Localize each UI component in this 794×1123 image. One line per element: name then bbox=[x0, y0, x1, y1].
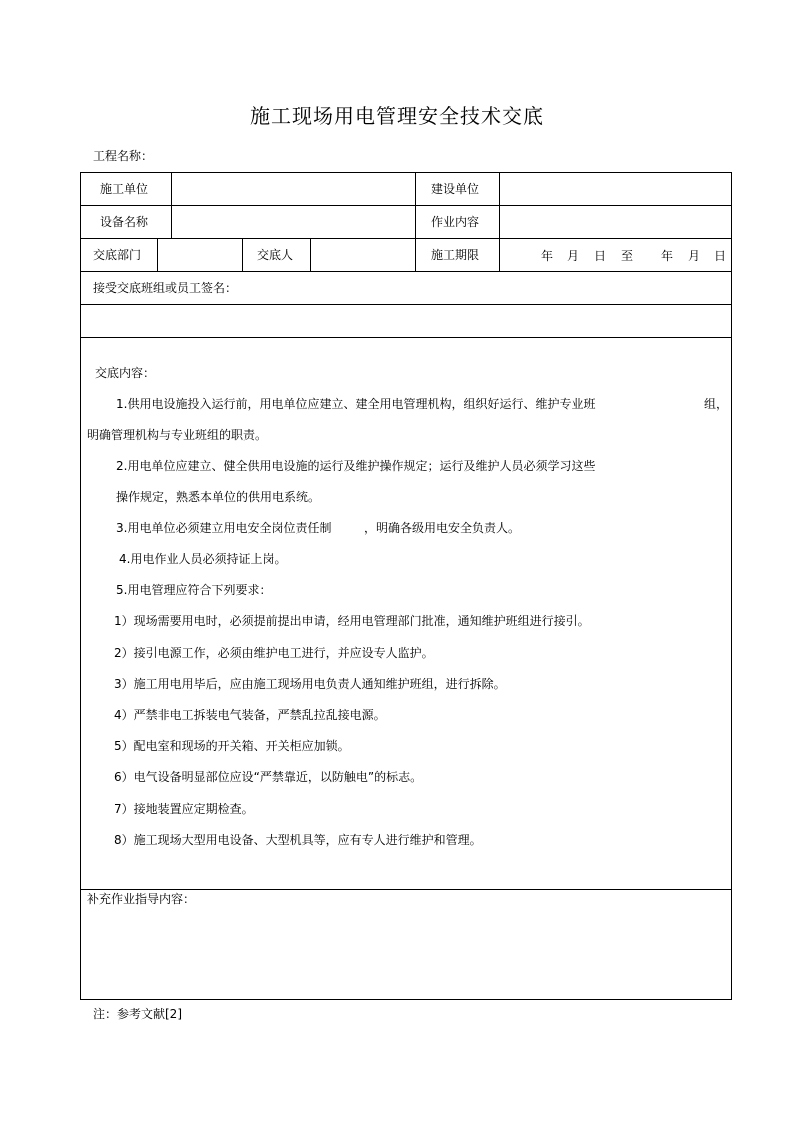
period-to: 至 bbox=[621, 249, 634, 263]
content-sub5: 5）配电室和现场的开关箱、开关柜应加锁。 bbox=[114, 739, 350, 753]
dept-label: 交底部门 bbox=[93, 248, 142, 262]
document-title: 施工现场用电管理安全技术交底 bbox=[250, 104, 544, 128]
supplement-label: 补充作业指导内容： bbox=[87, 892, 196, 906]
content-sub4: 4）严禁非电工拆装电气装备，严禁乱拉乱接电源。 bbox=[114, 708, 386, 722]
period-day-start: 日 bbox=[594, 249, 607, 263]
content-sub6: 6）电气设备明显部位应设“严禁靠近，以防触电”的标志。 bbox=[114, 770, 423, 784]
content-sub3: 3）施工用电用毕后，应由施工现场用电负责人通知维护班组，进行拆除。 bbox=[114, 677, 506, 691]
project-name-label: 工程名称： bbox=[93, 149, 154, 163]
content-sub7: 7）接地装置应定期检查。 bbox=[114, 802, 254, 816]
build-unit-label: 建设单位 bbox=[431, 182, 480, 196]
content-heading: 交底内容： bbox=[95, 366, 156, 380]
content-sub1: 1）现场需要用电时，必须提前提出申请，经用电管理部门批准，通知维护班组进行接引。 bbox=[114, 614, 590, 628]
content-item2-line2: 操作规定，熟悉本单位的供用电系统。 bbox=[116, 490, 321, 504]
work-content-label: 作业内容 bbox=[431, 215, 480, 229]
construction-unit-label: 施工单位 bbox=[100, 182, 149, 196]
content-item1-line2: 明确管理机构与专业班组的职责。 bbox=[87, 428, 268, 442]
period-month-end: 月 bbox=[688, 249, 701, 263]
content-item4: 4.用电作业人员必须持证上岗。 bbox=[119, 552, 287, 566]
signature-label: 接受交底班组或员工签名： bbox=[93, 281, 238, 295]
content-item3-part2: ，明确各级用电安全负责人。 bbox=[364, 521, 521, 535]
content-item3-part1: 3.用电单位必须建立用电安全岗位责任制 bbox=[116, 521, 332, 535]
period-year-end: 年 bbox=[661, 249, 674, 263]
content-item1-line1: 1.供用电设施投入运行前，用电单位应建立、建全用电管理机构，组织好运行、维护专业班 bbox=[116, 397, 596, 411]
person-label: 交底人 bbox=[257, 248, 294, 262]
content-item5: 5.用电管理应符合下列要求： bbox=[116, 583, 272, 597]
period-label: 施工期限 bbox=[431, 248, 480, 262]
content-item1-line1-tail: 组， bbox=[704, 397, 729, 411]
disclosure-table bbox=[80, 172, 732, 1000]
content-sub2: 2）接引电源工作，必须由维护电工进行，并应设专人监护。 bbox=[114, 646, 434, 660]
period-year-start: 年 bbox=[541, 249, 554, 263]
period-month-start: 月 bbox=[567, 249, 580, 263]
content-sub8: 8）施工现场大型用电设备、大型机具等，应有专人进行维护和管理。 bbox=[114, 833, 482, 847]
content-item2-line1: 2.用电单位应建立、健全供用电设施的运行及维护操作规定；运行及维护人员必须学习这些 bbox=[116, 459, 596, 473]
equipment-name-label: 设备名称 bbox=[100, 215, 149, 229]
period-day-end: 日 bbox=[714, 249, 727, 263]
reference-note: 注：参考文献[2] bbox=[93, 1007, 182, 1021]
